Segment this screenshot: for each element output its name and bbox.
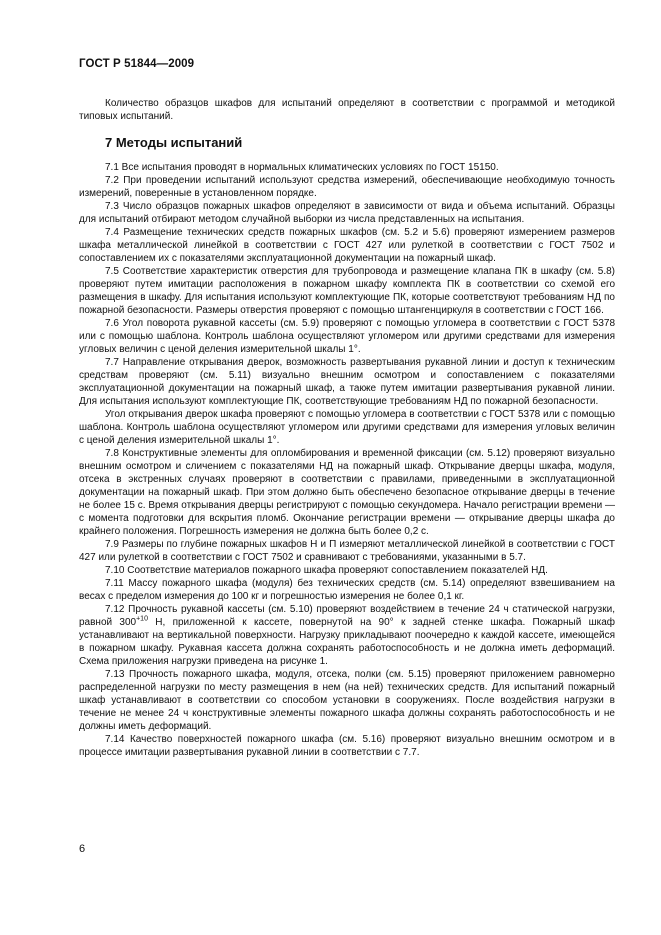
paragraph-7-9: 7.9 Размеры по глубине пожарных шкафов Н и П измеряют металлической линейкой в соответствии с ГОСТ 427 или рулеткой в соответствии с ГОСТ 7502 и сравнивают с требованиями, указанными в 5.7. — [79, 539, 615, 563]
paragraph-7-10: 7.10 Соответствие материалов пожарного шкафа проверяют сопоставлением показателей НД. — [105, 565, 548, 576]
document-body — [79, 97, 615, 759]
paragraph-7-2: 7.2 При проведении испытаний используют средства измерений, обеспечивающие необходимую точность измерений, поверенные в установленном порядке. — [79, 175, 615, 199]
paragraph-7-1: 7.1 Все испытания проводят в нормальных климатических условиях по ГОСТ 15150. — [105, 162, 499, 173]
paragraph-7-14: 7.14 Качество поверхностей пожарного шкафа (см. 5.16) проверяют визуально внешним осмотром и в процессе имитации развертывания рукавной линии в соответствии с 7.7. — [79, 734, 615, 758]
paragraph-7-12-end: Н, приложенной к кассете, повернутой на 90° к задней стенке шкафа. Пожарный шкаф устанавливают на вертикальной поверхности. Нагрузку прикладывают поочередно к каждой кассете, имеющейся в пожарном шкафу. Рукавная кассета должна сохранять работоспособность и не должна иметь деформаций. Схема приложения нагрузки приведена на рисунке 1. — [79, 617, 615, 667]
load-tolerance-superscript: +10 — [136, 615, 148, 623]
paragraph-7-12 — [79, 603, 615, 668]
paragraph-7-5: 7.5 Соответствие характеристик отверстия для трубопровода и размещение клапана ПК в шкафу (см. 5.8) проверяют путем имитации расположения в пожарном шкафу комплекта ПК в соответствии со схемой его размещения в шкафу. Для испытания используют комплектующие ПК, которые соответствуют требованиям НД по пожарной безопасности. Размеры отверстия проверяют с помощью штангенциркуля в соответствии с ГОСТ 166. — [79, 266, 615, 316]
intro-paragraph: Количество образцов шкафов для испытаний определяют в соответствии с программой и методикой типовых испытаний. — [79, 98, 615, 122]
paragraph-7-7-angle: Угол открывания дверок шкафа проверяют с помощью угломера в соответствии с ГОСТ 5378 или с помощью шаблона. Контроль шаблона осуществляют угломером или другими средствами для измерения угловых величин с ценой деления измерительной шкалы 1°. — [79, 409, 615, 446]
paragraph-7-11: 7.11 Массу пожарного шкафа (модуля) без технических средств (см. 5.14) определяют взвешиванием на весах с пределом измерения до 100 кг и погрешностью измерения не более 0,1 кг. — [79, 578, 615, 602]
paragraph-7-6: 7.6 Угол поворота рукавной кассеты (см. 5.9) проверяют с помощью угломера в соответствии с ГОСТ 5378 или с помощью шаблона. Контроль шаблона осуществляют угломером или другими средствами для измерения угловых величин с ценой деления измерительной шкалы 1°. — [79, 318, 615, 355]
paragraph-7-13: 7.13 Прочность пожарного шкафа, модуля, отсека, полки (см. 5.15) проверяют приложением равномерно распределенной нагрузки по месту размещения в нем (на ней) технических средств. Для испытаний пожарный шкаф устанавливают в соответствии со способом установки в сооружениях. После воздействия нагрузки в течение не менее 24 ч конструктивные элементы пожарного шкафа должны сохранять работоспособность и не должны иметь деформаций. — [79, 669, 615, 732]
paragraph-7-12-start: 7.12 Прочность рукавной кассеты (см. 5.10) проверяют воздействием в течение 24 ч статической нагрузки, равной 300 — [79, 604, 615, 628]
standard-header: ГОСТ Р 51844—2009 — [79, 58, 195, 70]
paragraph-7-3: 7.3 Число образцов пожарных шкафов определяют в зависимости от вида и объема испытаний. Образцы для испытаний отбирают методом случайной выборки из числа представленных на испытания. — [79, 201, 615, 225]
paragraph-7-7: 7.7 Направление открывания дверок, возможность развертывания рукавной линии и доступ к техническим средствам проверяют (см. 5.11) визуально внешним осмотром и сопоставлением с показателями эксплуатационной документации на пожарный шкаф, а также путем имитации развертывания рукавной линии. Для испытания используют комплектующие ПК, соответствующие требованиям НД по пожарной безопасности. — [79, 357, 615, 407]
paragraph-7-8: 7.8 Конструктивные элементы для опломбирования и временной фиксации (см. 5.12) проверяют визуально внешним осмотром и сличением с показателями НД на пожарный шкаф. Открывание дверцы шкафа, модуля, отсека в экстренных случаях проверяют в соответствии с правилами, приведенными в эксплуатационной документации на пожарный шкаф. При этом должно быть обеспечено безопасное открывание дверцы в течение не более 15 с. Время открывания дверцы регистрируют с помощью секундомера. Начало регистрации времени — с момента подготовки для вскрытия пломб. Окончание регистрации времени — открывание дверцы шкафа до крайнего положения. Погрешность измерения не должна быть более 0,2 с. — [79, 448, 615, 537]
page-number: 6 — [79, 843, 86, 855]
section-title: 7 Методы испытаний — [105, 135, 243, 150]
paragraph-7-4: 7.4 Размещение технических средств пожарных шкафов (см. 5.2 и 5.6) проверяют измерением размеров шкафа металлической линейкой в соответствии с ГОСТ 427 или рулеткой в соответствии с ГОСТ 7502 и сопоставлением их с показателями эксплуатационной документации на пожарный шкаф. — [79, 227, 615, 264]
